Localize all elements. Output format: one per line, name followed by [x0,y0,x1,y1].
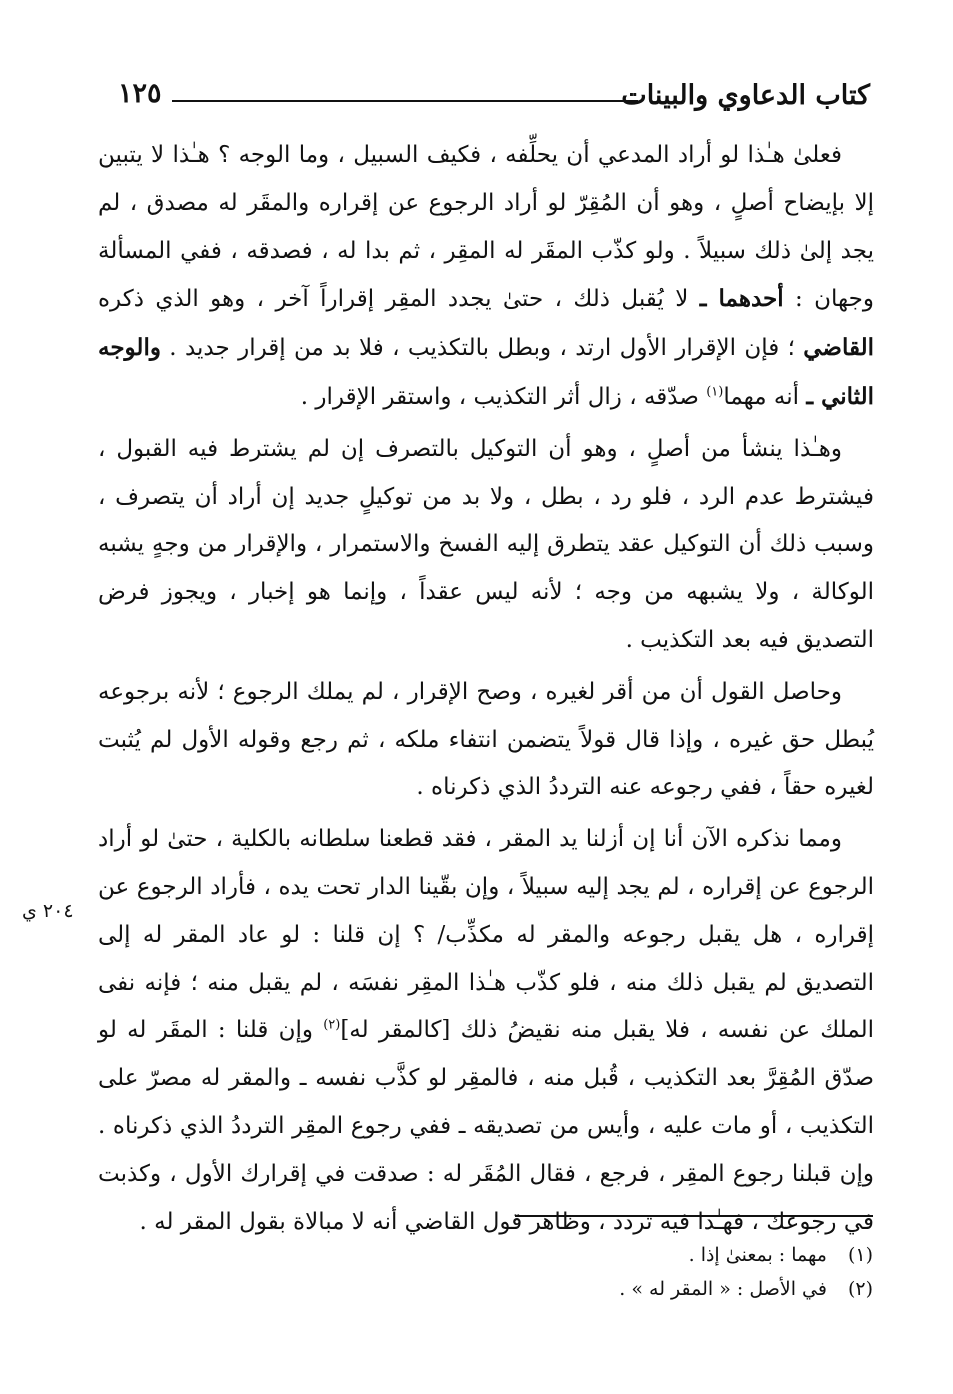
paragraph-1 [98,132,874,422]
footnote-ref-2[interactable]: (٢) [323,1017,341,1033]
main-text [98,132,874,1250]
paragraph-2: وهـٰذا ينشأ من أصلٍ ، وهو أن التوكيل بالتصرف إن لم يشترط فيه القبول ، فيشترط عدم الرد ، فلو رد ، بطل ، ولا بد من توكيلٍ جديد إن أراد أن يتصرف ، وسبب ذلك أن التوكيل عقد يتطرق إليه الفسخ والاستمرار ، والإقرار من وجهٍ يشبه الوكالة ، ولا يشبهه من وجه ؛ لأنه ليس عقداً ، وإنما هو إخبار ، ويجوز فرض التصديق فيه بعد التكذيب . [98,435,874,653]
manuscript-folio-marker: ٢٠٤ ي [22,900,74,922]
footnote-number: (١) [847,1244,873,1266]
page-number: ١٢٥ [118,78,162,109]
paragraph-1-text-e: صدّقه ، زال أثر التكذيب ، واستقر الإقرار . [300,383,707,410]
footnote-2 [173,1272,873,1306]
header-rule [172,100,638,102]
page-header [110,78,870,122]
footnote-number: (٢) [847,1278,873,1300]
term-second-view: والوجه الثاني ـ [98,334,874,410]
paragraph-4-text-b: وإن قلنا : المقَر له لو صدّق المُقِرَّ بعد التكذيب ، قُبل منه ، فالمقِر لو كذَّب نفسه ـ والمقر له مصرّ على التكذيب ، أو مات عليه ، وأيس من تصديقه ـ ففي رجوع المقِر الترددُ الذي ذكرناه . وإن قبلنا رجوع المقِر ، فرجع ، فقال المُقَر له : صدقت في إقرارك الأول ، وكذبت في رجوعك ، فهـٰذا فيه تردد ، وظاهر قول القاضي أنه لا مبالاة بقول المقر له . [98,1017,874,1235]
footnote-ref-1[interactable]: (١) [706,384,724,400]
term-first-view: أحدهما ـ [699,285,784,313]
running-title: كتاب الدعاوي والبينات [621,80,870,111]
paragraph-3: وحاصل القول أن من أقر لغيره ، وصح الإقرار ، لم يملك الرجوع ؛ لأنه برجوعه يُبطل حق غيره ، وإذا قال قولاً يتضمن انتفاء ملكه ، ثم رجع وقوله الأول لم يُثبت لغيره حقاً ، ففي رجوعه عنه الترددُ الذي ذكرناه . [98,678,874,801]
paragraph-1-text-d: أنه مهما [723,383,807,410]
paragraph-1-text-a: فعلىٰ هـٰذا لو أراد المدعي أن يحلِّفه ، فكيف السبيل ، وما الوجه ؟ هـٰذا لا يتبين إلا بإيضاح أصلٍ ، وهو أن المُقِرّ لو أراد الرجوع عن إقراره والمقَر له مصدق ، لم يجد إلىٰ ذلك سبيلاً . ولو كذّب المقَر له المقِر ، ثم بدا له ، فصدقه ، ففي المسألة وجهان : [98,142,874,313]
footnotes [173,1238,873,1306]
term-qadi: القاضي [803,334,874,362]
footnote-separator [515,1215,873,1217]
footnote-text: في الأصل : « المقر له » . [619,1278,827,1300]
footnote-1 [173,1238,873,1272]
paragraph-4-text-a: ومما نذكره الآن أنا إن أزلنا يد المقر ، فقد قطعنا سلطانه بالكلية ، حتىٰ لو أراد الرجوع عن إقراره ، لم يجد إليه سبيلاً ، وإن بقّينا الدار تحت يده ، فأراد الرجوع عن إقراره ، هل يقبل رجوعه والمقر له مكذِّب/ ؟ إن قلنا : لو عاد المقر له إلى التصديق لم يقبل ذلك منه ، فلو كذّب هـٰذا المقِر نفسَه ، لم يقبل منه ؛ فإنه نفى الملك عن نفسه ، فلا يقبل منه نقيضُ ذلك [كالمقر له] [98,826,874,1044]
footnote-text: مهما : بمعنىٰ إذا . [688,1244,827,1266]
paragraph-1-text-b: لا يُقبل ذلك ، حتىٰ يجدد المقِر إقراراً آخر ، وهو الذي ذكره [98,286,700,313]
paragraph-4 [98,816,874,1246]
paragraph-1-text-c: ؛ فإن الإقرار الأول ارتد ، وبطل بالتكذيب ، فلا بد من إقرار جديد . [160,335,804,362]
